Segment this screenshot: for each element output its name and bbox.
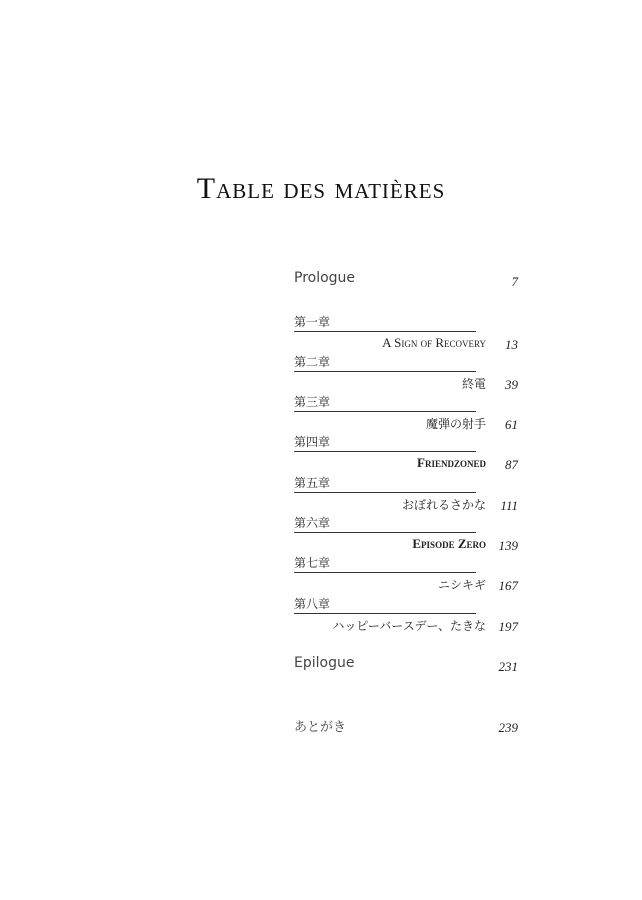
toc-entry-chapter-4[interactable] <box>294 433 518 473</box>
afterword-page-number: 239 <box>498 720 518 735</box>
toc-entry-chapter-8[interactable] <box>294 595 518 635</box>
chapter-page-number: 167 <box>498 578 518 593</box>
chapter-page-number: 61 <box>505 417 518 432</box>
chapter-page-number: 111 <box>500 498 518 513</box>
chapter-divider <box>294 572 476 573</box>
chapter-label: 第八章 <box>294 597 331 611</box>
chapter-label: 第三章 <box>294 395 331 409</box>
chapter-divider <box>294 411 476 412</box>
chapter-divider <box>294 371 476 372</box>
chapter-page-number: 39 <box>505 377 518 392</box>
epilogue-label: Epilogue <box>294 655 355 671</box>
chapter-title: 終電 <box>461 377 486 391</box>
chapter-divider <box>294 532 476 533</box>
epilogue-page-number: 231 <box>498 659 518 674</box>
chapter-title: Episode Zero <box>412 536 486 551</box>
toc-entry-prologue[interactable] <box>294 270 518 292</box>
toc-entry-chapter-3[interactable] <box>294 393 518 433</box>
chapter-title: ハッピーバースデー、たきな <box>332 619 486 633</box>
chapter-divider <box>294 331 476 332</box>
toc-entry-chapter-6[interactable] <box>294 514 518 554</box>
chapter-label: 第五章 <box>294 476 331 490</box>
chapter-title: Friendzoned <box>417 455 486 470</box>
chapter-title: ニシキギ <box>437 578 486 592</box>
toc-entry-epilogue[interactable] <box>294 655 518 677</box>
page-title: Table des matières <box>196 172 446 205</box>
chapter-divider <box>294 613 476 614</box>
chapter-page-number: 139 <box>498 538 518 553</box>
chapter-divider <box>294 451 476 452</box>
prologue-page-number: 7 <box>511 274 518 289</box>
toc-entry-chapter-7[interactable] <box>294 554 518 594</box>
chapter-divider <box>294 492 476 493</box>
chapter-title: おぼれるさかな <box>401 498 486 512</box>
chapter-label: 第一章 <box>294 315 331 329</box>
chapter-page-number: 13 <box>505 337 518 352</box>
toc-entry-chapter-1[interactable] <box>294 313 518 353</box>
chapter-title: A Sign of Recovery <box>382 335 486 350</box>
chapter-label: 第四章 <box>294 435 331 449</box>
chapter-page-number: 87 <box>505 457 518 472</box>
toc-entry-chapter-5[interactable] <box>294 474 518 514</box>
chapter-title: 魔弾の射手 <box>425 417 486 431</box>
afterword-label: あとがき <box>294 720 347 735</box>
prologue-label: Prologue <box>294 270 356 286</box>
chapter-label: 第七章 <box>294 556 331 570</box>
chapter-page-number: 197 <box>498 619 518 634</box>
toc-entry-afterword[interactable] <box>294 716 518 738</box>
toc-entry-chapter-2[interactable] <box>294 353 518 393</box>
chapter-label: 第六章 <box>294 516 331 530</box>
chapter-label: 第二章 <box>294 355 331 369</box>
